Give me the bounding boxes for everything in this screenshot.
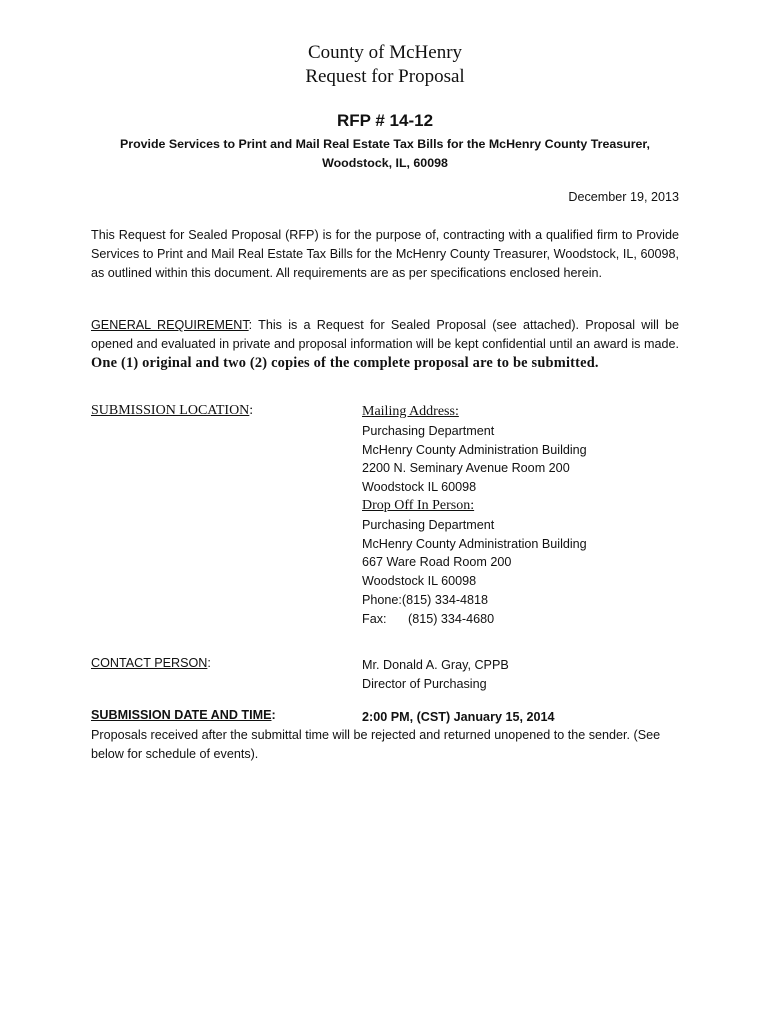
submission-location-label xyxy=(91,403,253,419)
mailing-line-4: Woodstock IL 60098 xyxy=(362,480,477,495)
submission-date-value: 2:00 PM, (CST) January 15, 2014 xyxy=(362,710,555,724)
rfp-number: RFP # 14-12 xyxy=(336,111,434,130)
contact-person-label-text: CONTACT PERSON xyxy=(91,656,208,670)
mailing-line-1: Purchasing Department xyxy=(362,423,495,438)
general-requirement-colon: : xyxy=(248,318,253,332)
submission-date-colon: : xyxy=(271,708,276,722)
mailing-address-heading: Mailing Address: xyxy=(362,404,459,419)
rfp-subtitle-line-2: Woodstock, IL, 60098 xyxy=(322,156,448,170)
contact-person-block xyxy=(362,656,509,694)
fax-row xyxy=(362,610,587,629)
general-requirement-text: This is a Request for Sealed Proposal (see attached). Proposal will be opened and evaluated in private and proposal information will be kept confidential until an award is made. xyxy=(91,318,679,352)
general-requirement-paragraph xyxy=(91,316,679,374)
fax-label: Fax: xyxy=(362,611,387,626)
contact-person-colon: : xyxy=(207,656,211,670)
dropoff-line-3: 667 Ware Road Room 200 xyxy=(362,555,512,570)
dropoff-line-1: Purchasing Department xyxy=(362,517,495,532)
submission-location-colon: : xyxy=(249,403,254,418)
intro-paragraph: This Request for Sealed Proposal (RFP) is for the purpose of, contracting with a qualified firm to Provide Services to Print and Mail Real Estate Tax Bills for the McHenry County Treasurer, Woodstock, IL, 60098, as outlined within this document. All requirements are as per specifications enclosed herein. xyxy=(91,228,679,281)
submission-location-label-text: SUBMISSION LOCATION xyxy=(91,403,250,418)
dropoff-line-4: Woodstock IL 60098 xyxy=(362,574,477,589)
mailing-line-3: 2200 N. Seminary Avenue Room 200 xyxy=(362,461,570,476)
fax-value: (815) 334-4680 xyxy=(408,611,495,626)
document-title: Request for Proposal xyxy=(305,66,465,87)
late-proposal-note: Proposals received after the submittal time will be rejected and returned unopened to the sender. (See below for schedule of events). xyxy=(91,728,661,761)
dropoff-line-2: McHenry County Administration Building xyxy=(362,536,587,551)
phone-row xyxy=(362,591,587,610)
county-title: County of McHenry xyxy=(307,42,463,63)
drop-off-heading: Drop Off In Person: xyxy=(362,497,475,513)
contact-name: Mr. Donald A. Gray, CPPB xyxy=(362,658,509,672)
phone-value: (815) 334-4818 xyxy=(401,592,489,607)
general-requirement-label: GENERAL REQUIREMENT xyxy=(91,318,249,332)
document-date: December 19, 2013 xyxy=(568,190,679,204)
contact-title: Director of Purchasing xyxy=(362,676,487,691)
submission-location-block xyxy=(362,403,587,629)
mailing-line-2: McHenry County Administration Building xyxy=(362,442,587,457)
rfp-subtitle-line-1: Provide Services to Print and Mail Real Estate Tax Bills for the McHenry County Treasurer, xyxy=(120,137,650,151)
contact-person-label xyxy=(91,656,211,670)
submission-date-label-text: SUBMISSION DATE AND TIME xyxy=(91,708,272,722)
rfp-subtitle xyxy=(60,135,710,173)
submission-date-label xyxy=(91,708,276,722)
phone-label: Phone: xyxy=(362,592,402,607)
copies-requirement: One (1) original and two (2) copies of the complete proposal are to be submitted. xyxy=(91,355,599,372)
